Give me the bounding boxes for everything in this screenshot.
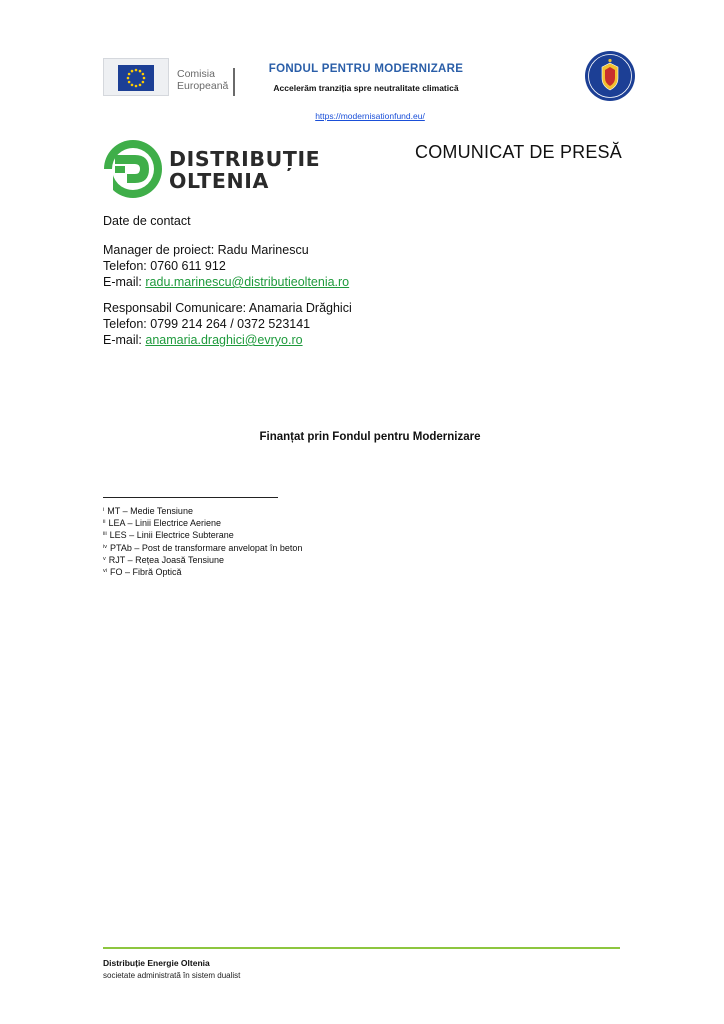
- communication-phone: Telefon: 0799 214 264 / 0372 523141: [103, 317, 311, 331]
- logo-line2: OLTENIA: [169, 169, 269, 193]
- funding-statement: Finanțat prin Fondul pentru Modernizare: [259, 431, 481, 443]
- communication-email-row: [103, 332, 352, 348]
- manager-contact: [103, 242, 349, 290]
- footnote-mark: v: [103, 555, 106, 562]
- manager-name: Manager de proiect: Radu Marinescu: [103, 243, 309, 257]
- distributie-oltenia-logo: [103, 138, 321, 200]
- footnote-text: PTAb – Post de transformare anvelopat în beton: [109, 542, 303, 553]
- fund-website-link[interactable]: https://modernisationfund.eu/: [315, 111, 425, 121]
- footnote-text: RJT – Rețea Joasă Tensiune: [108, 554, 224, 565]
- footnote: [103, 505, 302, 517]
- footnote: [103, 554, 302, 566]
- contact-heading: Date de contact: [103, 214, 191, 228]
- footnotes-list: [103, 505, 302, 578]
- communication-email-link[interactable]: anamaria.draghici@evryo.ro: [145, 333, 303, 347]
- footnote-mark: i: [103, 507, 105, 513]
- footnote-mark: vi: [103, 568, 107, 575]
- footer-divider: [103, 947, 620, 949]
- ec-logo-divider: [233, 68, 235, 96]
- footnote-text: MT – Medie Tensiune: [107, 506, 193, 516]
- footnote-mark: iii: [103, 531, 107, 538]
- footnote-mark: ii: [103, 519, 106, 526]
- footnote-mark: iv: [103, 543, 107, 550]
- fund-title: FONDUL PENTRU MODERNIZARE: [268, 63, 464, 75]
- logo-wordmark: [169, 148, 320, 192]
- communication-email-label: E-mail:: [103, 333, 146, 347]
- footer-company-name: Distribuție Energie Oltenia: [103, 958, 210, 968]
- distributie-oltenia-d-icon: [103, 139, 163, 199]
- communication-contact: [103, 300, 352, 348]
- eu-flag-frame: [103, 58, 169, 96]
- footnote-text: FO – Fibră Optică: [109, 567, 182, 578]
- footnote-divider: [103, 497, 278, 498]
- manager-email-row: [103, 274, 349, 290]
- press-release-title: COMUNICAT DE PRESĂ: [415, 142, 622, 162]
- footnote: [103, 529, 302, 541]
- ec-logo-line1: Comisia: [177, 68, 215, 80]
- manager-phone: Telefon: 0760 611 912: [103, 259, 226, 273]
- footnote: [103, 517, 302, 529]
- footer-company-note: societate administrată în sistem dualist: [103, 971, 241, 980]
- communication-name: Responsabil Comunicare: Anamaria Drăghici: [103, 301, 352, 315]
- romanian-government-crest-icon: [584, 50, 636, 102]
- logo-line1: DISTRIBUȚIE: [169, 147, 321, 171]
- footnote: [103, 566, 302, 578]
- eu-flag-icon: [118, 65, 154, 91]
- manager-email-label: E-mail:: [103, 275, 146, 289]
- footnote-text: LES – Linii Electrice Subterane: [109, 530, 234, 541]
- footnote: [103, 542, 302, 554]
- ec-logo-line2: Europeană: [177, 80, 229, 92]
- footnote-text: LEA – Linii Electrice Aeriene: [108, 518, 222, 529]
- manager-email-link[interactable]: radu.marinescu@distributieoltenia.ro: [145, 275, 350, 289]
- fund-subtitle: Accelerăm tranziția spre neutralitate climatică: [273, 83, 459, 93]
- ec-logo-text: [177, 68, 228, 92]
- european-commission-logo: [103, 58, 237, 96]
